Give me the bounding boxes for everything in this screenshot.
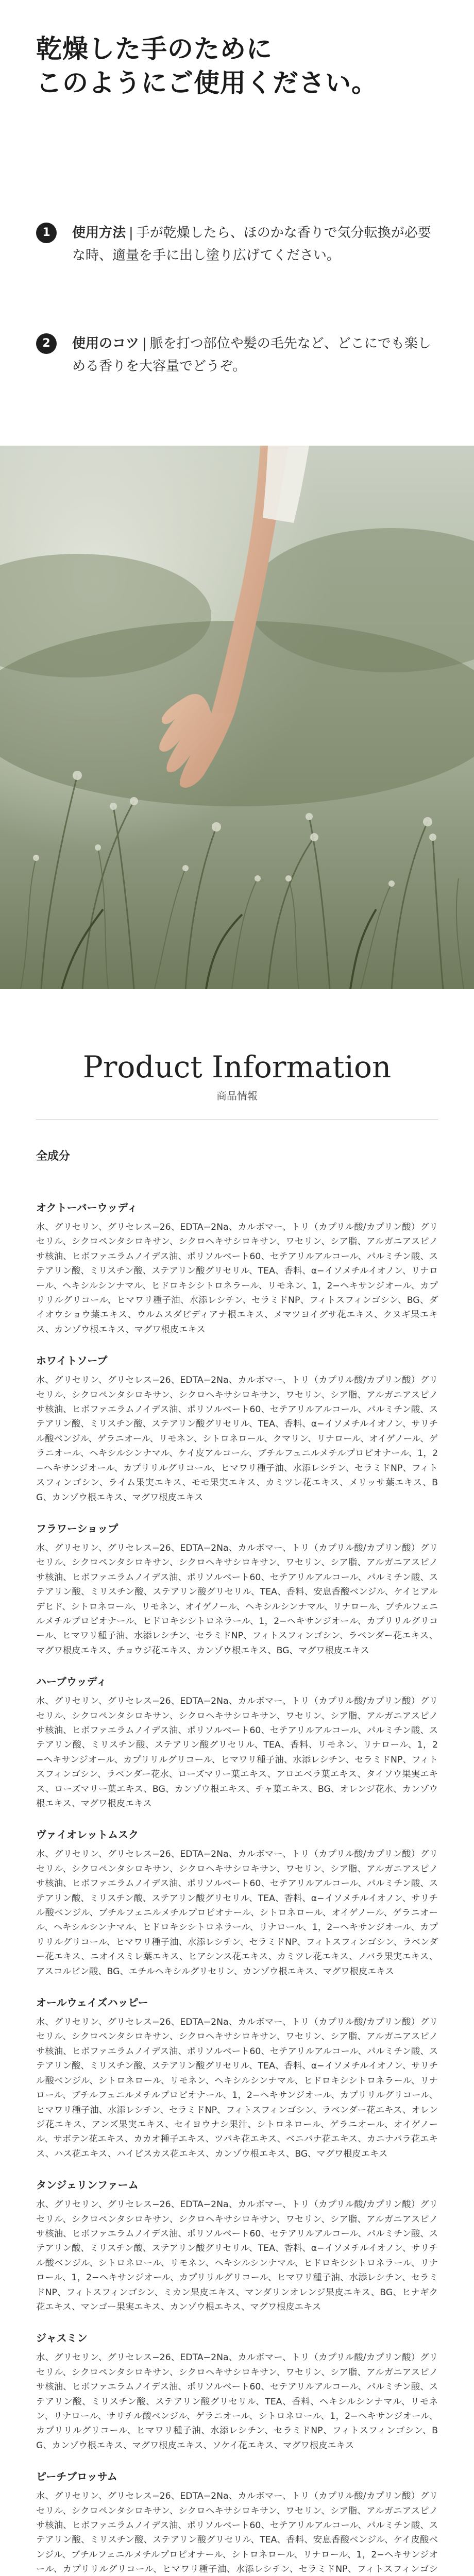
list-item	[36, 1353, 438, 1505]
product-name: ヴァイオレットムスク	[36, 1828, 139, 1841]
usage-title-line-2: このようにご使用ください。	[36, 68, 378, 98]
product-info-divider	[36, 1119, 438, 1120]
photo-illustration	[0, 446, 474, 989]
product-info-title: Product Information	[82, 1049, 392, 1084]
tip-separator: |	[142, 336, 147, 351]
product-ingredients: 水、グリセリン、グリセレス−26、EDTA−2Na、カルボマー、トリ（カプリル酸/カプリン酸）グリセリル、シクロペンタシロキサン、シクロヘキサシロキサン、ワセリン、シア脂、アルガニアスピノサ核油、ヒボファエラムノイデス油、ポリソルベート60、セテアリルアルコール、パルミチン酸、ステアリン酸、ミリスチン酸、ステアリン酸グリセリル、TEA、香料、α−イソメチルイオノン、サリチル酸ベンジル、ゲラニオール、リモネン、シトロネロール、クマリン、リナロール、オイゲノール、ゲラニオール、ヘキシルシンナマル、ケイ皮アルコール、ブチルフェニルメチルプロピオナール、1，2−ヘキサンジオール、カプリリルグリコール、ヒマワリ種子油、水添レシチン、セラミドNP、フィトスフィンゴシン、ライム果実エキス、モモ果実エキス、カミツレ花エキス、メリッサ葉エキス、BG、カンゾウ根エキス、マグワ根皮エキス	[36, 1375, 438, 1503]
tip-number-badge: 2	[36, 333, 57, 354]
product-info-subtitle: 商品情報	[216, 1090, 258, 1102]
product-ingredients: 水、グリセリン、グリセレス−26、EDTA−2Na、カルボマー、トリ（カプリル酸/カプリン酸）グリセリル、シクロペンタシロキサン、シクロヘキサシロキサン、ワセリン、シア脂、アルガニアスピノサ核油、ヒボファエラムノイデス油、ポリソルベート60、セテアリルアルコール、パルミチン酸、ステアリン酸、ミリスチン酸、ステアリン酸グリセリル、TEA、香料、リモネン、リナロール、1，2−ヘキサンジオール、カプリリルグリコール、ヒマワリ種子油、水添レシチン、セラミドNP、フィトスフィンゴシン、ラベンダー花水、ローズマリー葉エキス、アロエベラ葉エキス、タイソウ果実エキス、ローズマリー葉エキス、BG、カンゾウ根エキス、チャ葉エキス、BG、オレンジ花水、カンゾウ根エキス、マグワ根皮エキス	[36, 1696, 438, 1809]
product-ingredients: 水、グリセリン、グリセレス−26、EDTA−2Na、カルボマー、トリ（カプリル酸/カプリン酸）グリセリル、シクロペンタシロキサン、シクロヘキサシロキサン、ワセリン、シア脂、アルガニアスピノサ核油、ヒボファエラムノイデス油、ポリソルベート60、セテアリルアルコール、パルミチン酸、ステアリン酸、ミリスチン酸、ステアリン酸グリセリル、TEA、香料、ヘキシルシンナマル、リモネン、リナロール、サリチル酸ベンジル、ゲラニオール、シトロネロール、1，2−ヘキサンジオール、カプリリルグリコール、ヒマワリ種子油、水添レシチン、セラミドNP、フィトスフィンゴシン、BG、カンゾウ根エキス、マグワ根皮エキス、ソケイ花エキス、マグワ根皮エキス	[36, 2352, 438, 2451]
tip-number-badge: 1	[36, 223, 57, 243]
tip-separator: |	[129, 225, 133, 241]
product-ingredients: 水、グリセリン、グリセレス−26、EDTA−2Na、カルボマー、トリ（カプリル酸/カプリン酸）グリセリル、シクロペンタシロキサン、シクロヘキサシロキサン、ワセリン、シア脂、アルガニアスピノサ核油、ヒボファエラムノイデス油、ポリソルベート60、セテアリルアルコール、パルミチン酸、ステアリン酸、ミリスチン酸、ステアリン酸グリセリル、TEA、香料、α−イソメチルイオノン、サリチル酸ベンジル、シトロネロール、リモネン、ヘキシルシンナマル、ヒドロキシシトロネラール、リナロール、ブチルフェニルメチルプロピオナール、1，2−ヘキサンジオール、カプリリルグリコール、ヒマワリ種子油、水添レシチン、セラミドNP、フィトスフィンゴシン、ラベンダー花エキス、オレンジ花エキス、アンズ果実エキス、セイヨウナシ果汁、シトロネロール、ゲラニオール、オイゲノール、サボテン花エキス、カカオ種子エキス、ツバキ花エキス、ベニバナ花エキス、カニナバラ花エキス、ハス花エキス、ハイビスカス花エキス、カンゾウ根エキス、BG、マグワ根皮エキス	[36, 2017, 438, 2159]
product-name: ホワイトソープ	[36, 1354, 108, 1367]
tip-body: 手が乾燥したら、ほのかな香りで気分転換が必要な時、適量を手に出し塗り広げてください。	[72, 225, 431, 263]
list-item	[36, 2178, 438, 2314]
usage-title-line-1: 乾燥した手のために	[36, 34, 273, 64]
product-name: フラワーショップ	[36, 1522, 118, 1535]
list-item	[36, 1674, 438, 1811]
product-name: オールウェイズハッピー	[36, 1996, 148, 2009]
list-item	[36, 1827, 438, 1979]
tip-heading: 使用のコツ	[72, 336, 140, 351]
product-name: タンジェリンファーム	[36, 2179, 139, 2192]
product-name: ハーブウッディ	[36, 1675, 107, 1688]
list-item	[36, 1521, 438, 1658]
tip-text	[72, 332, 443, 378]
product-ingredients: 水、グリセリン、グリセレス−26、EDTA−2Na、カルボマー、トリ（カプリル酸/カプリン酸）グリセリル、シクロペンタシロキサン、シクロヘキサシロキサン、ワセリン、シア脂、アルガニアスピノサ核油、ヒボファエラムノイデス油、ポリソルベート60、セテアリルアルコール、パルミチン酸、ステアリン酸、ミリスチン酸、ステアリン酸グリセリル、TEA、香料、α−イソメチルイオノン、リナロール、ヘキシルシンナマル、ヒドロキシシトロネラール、リモネン、1，2−ヘキサンジオール、カプリリルグリコール、ヒマワリ種子油、水添レシチン、セラミドNP、フィトスフィンゴシン、BG、ダイオウショウ葉エキス、ウルムスダビディアナ根エキス、メマツヨイグサ花エキス、クヌギ果エキス、カンゾウ根エキス、マグワ根皮エキス	[36, 1222, 438, 1335]
list-item	[36, 2469, 438, 2576]
product-name: ピーチブロッサム	[36, 2470, 117, 2483]
tip-body: 脈を打つ部位や髪の毛先など、どこにでも楽しめる香りを大容量でどうぞ。	[72, 336, 431, 374]
list-item	[36, 1995, 438, 2161]
ingredients-list	[36, 1200, 438, 2576]
tip-heading: 使用方法	[72, 225, 126, 241]
product-name: ジャスミン	[36, 2332, 88, 2345]
tip-text	[72, 222, 443, 267]
list-item	[36, 1200, 438, 1337]
ingredients-section-label: 全成分	[36, 1150, 71, 1163]
hand-in-field-photo	[0, 446, 474, 989]
product-ingredients: 水、グリセリン、グリセレス−26、EDTA−2Na、カルボマー、トリ（カプリル酸/カプリン酸）グリセリル、シクロペンタシロキサン、シクロヘキサシロキサン、ワセリン、シア脂、アルガニアスピノサ核油、ヒボファエラムノイデス油、ポリソルベート60、セテアリルアルコール、パルミチン酸、ステアリン酸、ミリスチン酸、ステアリン酸グリセリル、TEA、香料、α−イソメチルイオノン、サリチル酸ベンジル、ブチルフェニルメチルプロピオナール、シトロネロール、オイゲノール、ゲラニオール、ヘキシルシンナマル、ヒドロキシシトロネラール、リナロール、1，2−ヘキサンジオール、カプリリルグリコール、ヒマワリ種子油、水添レシチン、セラミドNP、フィトスフィンゴシン、ラベンダー花エキス、ニオイスミレ葉エキス、ヒアシンス花エキス、カミツレ花エキス、ノバラ果実エキス、アスコルビン酸、BG、エチルヘキシルグリセリン、カンゾウ根エキス、マグワ根皮エキス	[36, 1849, 438, 1977]
product-ingredients: 水、グリセリン、グリセレス−26、EDTA−2Na、カルボマー、トリ（カプリル酸/カプリン酸）グリセリル、シクロペンタシロキサン、シクロヘキサシロキサン、ワセリン、シア脂、アルガニアスピノサ核油、ヒボファエラムノイデス油、ポリソルベート60、セテアリルアルコール、パルミチン酸、ステアリン酸、ミリスチン酸、ステアリン酸グリセリル、TEA、香料、安息香酸ベンジル、ケイ皮酸ベンジル、ブチルフェニルメチルプロピオナール、シトロネロール、リナロール、1，2−ヘキサンジオール、カプリリルグリコール、ヒマワリ種子油、水添レシチン、セラミドNP、フィトスフィンゴシ	[36, 2491, 438, 2575]
list-item	[36, 2331, 438, 2453]
product-ingredients: 水、グリセリン、グリセレス−26、EDTA−2Na、カルボマー、トリ（カプリル酸/カプリン酸）グリセリル、シクロペンタシロキサン、シクロヘキサシロキサン、ワセリン、シア脂、アルガニアスピノサ核油、ヒボファエラムノイデス油、ポリソルベート60、セテアリルアルコール、パルミチン酸、ステアリン酸、ミリスチン酸、ステアリン酸グリセリル、TEA、香料、安息香酸ベンジル、ケイヒアルデヒド、シトロネロール、リモネン、オイゲノール、ヘキシルシンナマル、リナロール、ブチルフェニルメチルプロピオナール、ヒドロキシシトロネラール、1，2−ヘキサンジオール、カプリリルグリコール、ヒマワリ種子油、水添レシチン、セラミドNP、フィトスフィンゴシン、ラベンダー花エキス、マグワ根皮エキス、チョウジ花エキス、カンゾウ根エキス、BG、マグワ根皮エキス	[36, 1543, 438, 1656]
product-ingredients: 水、グリセリン、グリセレス−26、EDTA−2Na、カルボマー、トリ（カプリル酸/カプリン酸）グリセリル、シクロペンタシロキサン、シクロヘキサシロキサン、ワセリン、シア脂、アルガニアスピノサ核油、ヒボファエラムノイデス油、ポリソルベート60、セテアリルアルコール、パルミチン酸、ステアリン酸、ミリスチン酸、ステアリン酸グリセリル、TEA、香料、α−イソメチルイオノン、サリチル酸ベンジル、シトロネロール、リモネン、ヘキシルシンナマル、ヒドロキシシトロネラール、リナロール、1，2−ヘキサンジオール、カプリリルグリコール、ヒマワリ種子油、水添レシチン、セラミドNP、フィトスフィンゴシン、ミカン果皮エキス、マンダリンオレンジ果皮エキス、BG、ヒナギク花エキス、マンゴー果実エキス、カンゾウ根エキス、マグワ根皮エキス	[36, 2199, 438, 2312]
product-name: オクトーバーウッディ	[36, 1201, 138, 1214]
usage-title	[36, 32, 448, 100]
